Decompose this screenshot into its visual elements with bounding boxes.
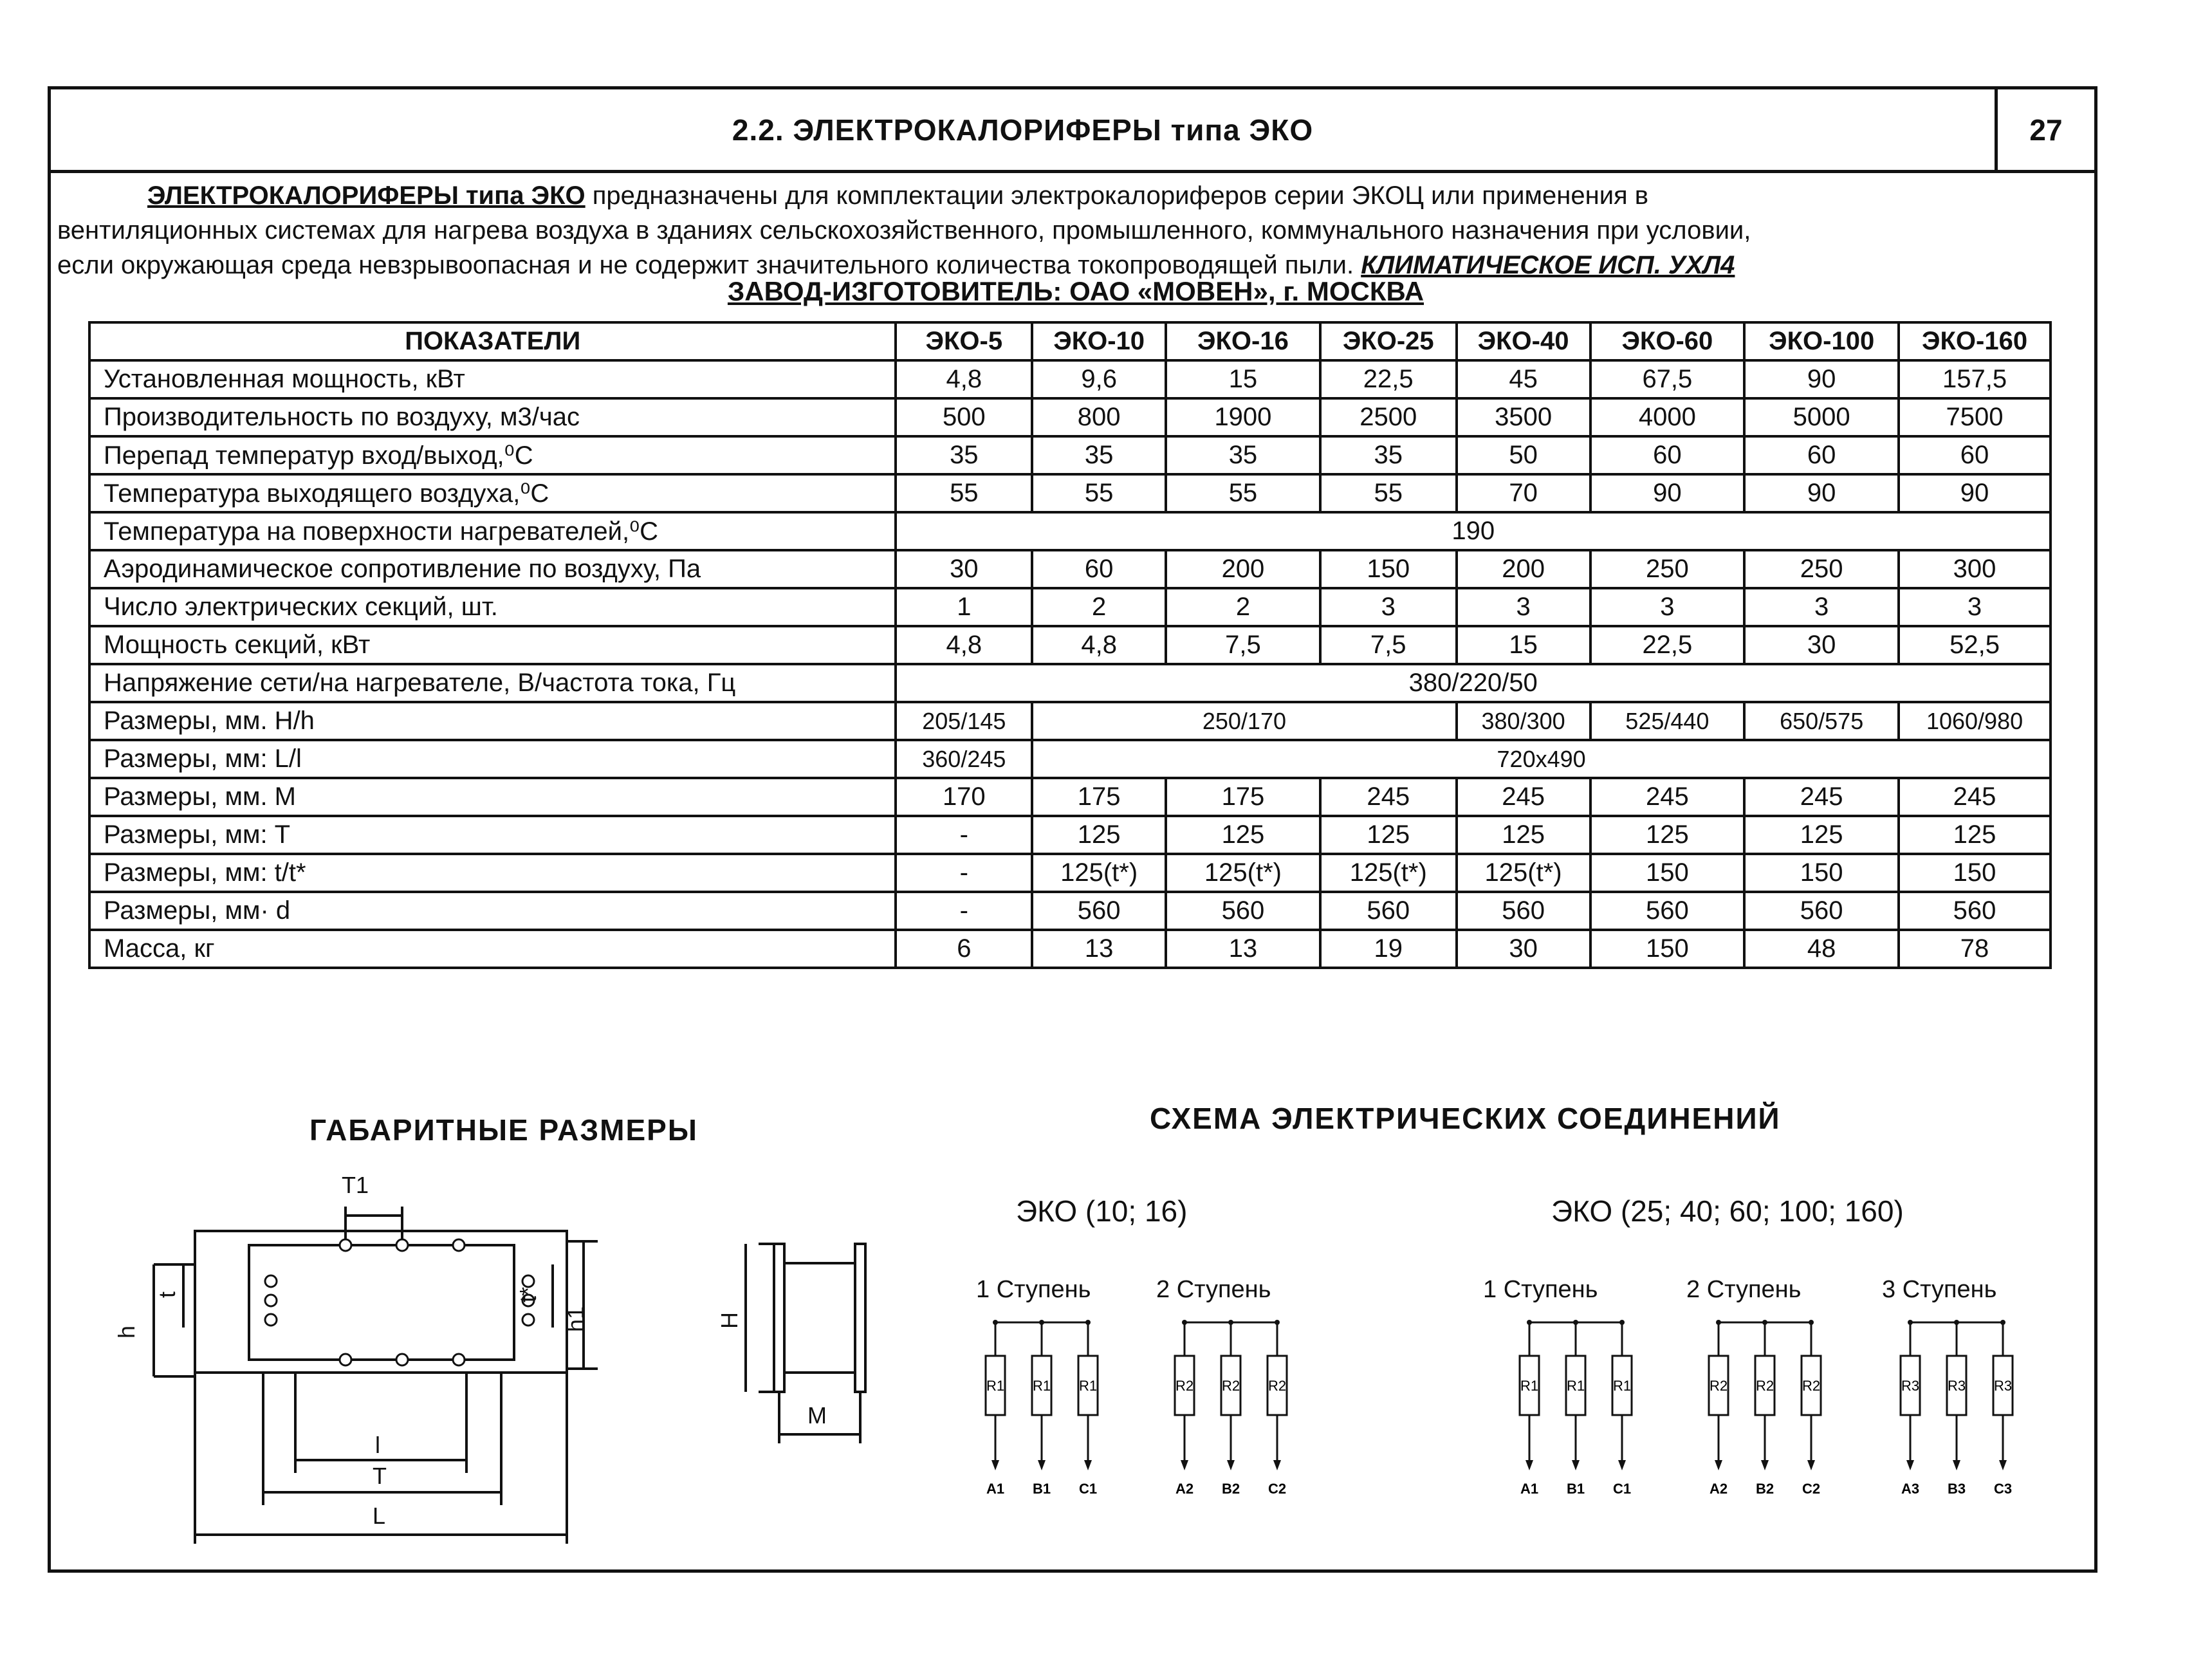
table-cell: 125(t*) [1166, 854, 1320, 892]
table-cell: 55 [1320, 474, 1457, 512]
column-header-model: ЭКО-25 [1320, 322, 1457, 360]
table-cell: 560 [1457, 892, 1590, 930]
table-cell: 3 [1320, 588, 1457, 626]
terminal-label: C3 [1993, 1481, 2013, 1497]
intro-text-1: предназначены для комплектации электрокалориферов серии ЭКОЦ или применения в [585, 181, 1649, 210]
table-cell: 125 [1457, 816, 1590, 854]
table-cell: 250/170 [1032, 702, 1456, 740]
row-label: Температура выходящего воздуха,⁰С [89, 474, 896, 512]
manufacturer: ЗАВОД-ИЗГОТОВИТЕЛЬ: ОАО «МОВЕН», г. МОСКВА [727, 276, 1424, 306]
wiring-left-title: ЭКО (10; 16) [1016, 1194, 1188, 1228]
page-number: 27 [2029, 113, 2063, 147]
table-cell: 30 [1457, 930, 1590, 968]
table-cell: 125 [1744, 816, 1899, 854]
table-cell: 3 [1899, 588, 2051, 626]
row-label: Установленная мощность, кВт [89, 360, 896, 398]
table-cell: 125(t*) [1320, 854, 1457, 892]
table-cell: 560 [1166, 892, 1320, 930]
column-header-model: ЭКО-5 [896, 322, 1032, 360]
table-cell: 560 [1032, 892, 1166, 930]
table-cell: 55 [1032, 474, 1166, 512]
row-label: Размеры, мм. М [89, 778, 896, 816]
right-stage-1: 1 Ступень [1483, 1276, 1598, 1303]
table-cell: 30 [896, 550, 1032, 588]
terminal-label: C2 [1802, 1481, 1821, 1497]
table-cell: 30 [1744, 626, 1899, 664]
table-cell: 720х490 [1032, 740, 2051, 778]
table-cell: 800 [1032, 398, 1166, 436]
table-cell: 200 [1166, 550, 1320, 588]
table-cell: 245 [1899, 778, 2051, 816]
table-cell: 3 [1457, 588, 1590, 626]
resistor-label: R3 [1947, 1378, 1966, 1394]
terminal-label: A2 [1175, 1481, 1194, 1497]
table-cell: 52,5 [1899, 626, 2051, 664]
row-label: Число электрических секций, шт. [89, 588, 896, 626]
terminal-label: B1 [1032, 1481, 1051, 1497]
right-stage-3: 3 Ступень [1882, 1276, 1997, 1303]
arrow [1761, 1460, 1769, 1470]
table-cell: 13 [1166, 930, 1320, 968]
table-cell: 200 [1457, 550, 1590, 588]
column-header-model: ЭКО-160 [1899, 322, 2051, 360]
table-cell: 250 [1590, 550, 1745, 588]
table-cell: 4,8 [896, 626, 1032, 664]
table-cell: 90 [1744, 360, 1899, 398]
dim-label-h1: h1 [562, 1306, 589, 1333]
dimensions-title: ГАБАРИТНЫЕ РАЗМЕРЫ [309, 1113, 698, 1147]
table-cell: 2500 [1320, 398, 1457, 436]
column-header-model: ЭКО-10 [1032, 322, 1166, 360]
table-cell: 7500 [1899, 398, 2051, 436]
intro-lead: ЭЛЕКТРОКАЛОРИФЕРЫ типа ЭКО [147, 181, 585, 210]
table-cell: 3500 [1457, 398, 1590, 436]
table-cell: 205/145 [896, 702, 1032, 740]
row-label: Напряжение сети/на нагревателе, В/частота тока, Гц [89, 664, 896, 702]
table-cell: 67,5 [1590, 360, 1745, 398]
table-cell: 55 [896, 474, 1032, 512]
intro-line-2: вентиляционных системах для нагрева воздуха в зданиях сельскохозяйственного, промышленного, коммунального назначения при условии, [57, 216, 1751, 245]
resistor-label: R2 [1755, 1378, 1774, 1394]
table-cell: 125 [1032, 816, 1166, 854]
terminal-label: C1 [1612, 1481, 1632, 1497]
table-cell: 22,5 [1320, 360, 1457, 398]
terminal-label: A3 [1901, 1481, 1920, 1497]
table-cell: 560 [1744, 892, 1899, 930]
dim-label-t: t [154, 1291, 181, 1299]
arrow [1618, 1460, 1626, 1470]
table-cell: 150 [1590, 930, 1745, 968]
table-cell: 380/300 [1457, 702, 1590, 740]
table-cell: 525/440 [1590, 702, 1745, 740]
table-cell: 380/220/50 [896, 664, 2051, 702]
table-cell: 70 [1457, 474, 1590, 512]
arrow [1038, 1460, 1046, 1470]
table-cell: - [896, 816, 1032, 854]
dim-label-t-star: t* [515, 1286, 542, 1303]
table-cell: 15 [1166, 360, 1320, 398]
table-cell: 150 [1744, 854, 1899, 892]
arrow [1906, 1460, 1914, 1470]
arrow [1273, 1460, 1281, 1470]
table-cell: 3 [1590, 588, 1745, 626]
arrow [1572, 1460, 1580, 1470]
table-cell: 1900 [1166, 398, 1320, 436]
resistor-label: R2 [1221, 1378, 1240, 1394]
table-cell: 560 [1899, 892, 2051, 930]
terminal-label: B1 [1566, 1481, 1585, 1497]
table-cell: 190 [896, 512, 2051, 550]
table-cell: 45 [1457, 360, 1590, 398]
table-cell: 50 [1457, 436, 1590, 474]
table-cell: 90 [1744, 474, 1899, 512]
table-cell: 125(t*) [1032, 854, 1166, 892]
terminal-label: C1 [1078, 1481, 1098, 1497]
dim-label-M: M [807, 1402, 827, 1429]
row-label: Размеры, мм· d [89, 892, 896, 930]
column-header-model: ЭКО-100 [1744, 322, 1899, 360]
column-header-model: ЭКО-16 [1166, 322, 1320, 360]
resistor-label: R3 [1901, 1378, 1920, 1394]
column-header-model: ЭКО-40 [1457, 322, 1590, 360]
terminal-label: A1 [1520, 1481, 1539, 1497]
table-cell: 125 [1166, 816, 1320, 854]
resistor-label: R3 [1993, 1378, 2013, 1394]
row-label: Производительность по воздуху, м3/час [89, 398, 896, 436]
row-label: Масса, кг [89, 930, 896, 968]
column-header-model: ЭКО-60 [1590, 322, 1745, 360]
table-cell: 4,8 [1032, 626, 1166, 664]
table-cell: 55 [1166, 474, 1320, 512]
table-cell: 35 [896, 436, 1032, 474]
table-cell: 175 [1166, 778, 1320, 816]
table-cell: 6 [896, 930, 1032, 968]
table-cell: 35 [1166, 436, 1320, 474]
row-label: Размеры, мм: L/l [89, 740, 896, 778]
table-cell: 500 [896, 398, 1032, 436]
arrow [991, 1460, 999, 1470]
arrow [1525, 1460, 1533, 1470]
table-cell: 5000 [1744, 398, 1899, 436]
resistor-label: R2 [1709, 1378, 1728, 1394]
table-cell: 175 [1032, 778, 1166, 816]
table-cell: 22,5 [1590, 626, 1745, 664]
table-cell: 150 [1590, 854, 1745, 892]
table-cell: 157,5 [1899, 360, 2051, 398]
resistor-label: R1 [1612, 1378, 1632, 1394]
column-header-parameters: ПОКАЗАТЕЛИ [89, 322, 896, 360]
resistor-label: R1 [1078, 1378, 1098, 1394]
table-cell: 125 [1590, 816, 1745, 854]
row-label: Размеры, мм. H/h [89, 702, 896, 740]
table-cell: 13 [1032, 930, 1166, 968]
table-cell: 7,5 [1320, 626, 1457, 664]
intro-text-3: если окружающая среда невзрывоопасная и не содержит значительного количества токопроводящей пыли. [57, 251, 1361, 279]
table-cell: 245 [1457, 778, 1590, 816]
table-cell: 250 [1744, 550, 1899, 588]
table-cell: 560 [1320, 892, 1457, 930]
arrow [1715, 1460, 1722, 1470]
table-cell: 245 [1320, 778, 1457, 816]
table-cell: 150 [1899, 854, 2051, 892]
table-cell: 245 [1590, 778, 1745, 816]
table-cell: 300 [1899, 550, 2051, 588]
table-cell: 7,5 [1166, 626, 1320, 664]
arrow [1999, 1460, 2007, 1470]
table-cell: 560 [1590, 892, 1745, 930]
terminal-label: A2 [1709, 1481, 1728, 1497]
row-label: Температура на поверхности нагревателей,⁰С [89, 512, 896, 550]
row-label: Мощность секций, кВт [89, 626, 896, 664]
table-cell: 2 [1032, 588, 1166, 626]
dim-label-l: l [375, 1432, 380, 1458]
table-cell: 3 [1744, 588, 1899, 626]
table-cell: - [896, 892, 1032, 930]
page-title: 2.2. ЭЛЕКТРОКАЛОРИФЕРЫ типа ЭКО [732, 113, 1314, 147]
table-cell: 150 [1320, 550, 1457, 588]
arrow [1227, 1460, 1235, 1470]
right-stage-2: 2 Ступень [1686, 1276, 1802, 1303]
dim-label-T: T [373, 1463, 387, 1489]
table-cell: 1060/980 [1899, 702, 2051, 740]
climate-class: КЛИМАТИЧЕСКОЕ ИСП. УХЛ4 [1361, 251, 1735, 279]
terminal-label: B3 [1947, 1481, 1966, 1497]
resistor-label: R2 [1175, 1378, 1194, 1394]
page-frame [48, 86, 2097, 1573]
resistor-label: R1 [1032, 1378, 1051, 1394]
row-label: Перепад температур вход/выход,⁰С [89, 436, 896, 474]
table-cell: 15 [1457, 626, 1590, 664]
table-cell: 170 [896, 778, 1032, 816]
resistor-label: R1 [1566, 1378, 1585, 1394]
wiring-title: СХЕМА ЭЛЕКТРИЧЕСКИХ СОЕДИНЕНИЙ [1150, 1102, 1781, 1135]
left-stage-2: 2 Ступень [1156, 1276, 1271, 1303]
table-cell: 60 [1032, 550, 1166, 588]
table-cell: 35 [1032, 436, 1166, 474]
table-cell: 125(t*) [1457, 854, 1590, 892]
wiring-right-title: ЭКО (25; 40; 60; 100; 160) [1551, 1194, 1904, 1228]
dim-label-H: H [716, 1312, 742, 1329]
table-cell: 9,6 [1032, 360, 1166, 398]
table-cell: - [896, 854, 1032, 892]
arrow [1084, 1460, 1092, 1470]
table-cell: 90 [1590, 474, 1745, 512]
table-cell: 4000 [1590, 398, 1745, 436]
table-cell: 60 [1899, 436, 2051, 474]
row-label: Размеры, мм: t/t* [89, 854, 896, 892]
dim-label-L: L [373, 1503, 386, 1529]
table-cell: 48 [1744, 930, 1899, 968]
left-stage-1: 1 Ступень [976, 1276, 1091, 1303]
table-cell: 360/245 [896, 740, 1032, 778]
table-cell: 245 [1744, 778, 1899, 816]
terminal-label: C2 [1267, 1481, 1287, 1497]
table-cell: 125 [1899, 816, 2051, 854]
table-cell: 35 [1320, 436, 1457, 474]
arrow [1953, 1460, 1960, 1470]
table-cell: 19 [1320, 930, 1457, 968]
dim-label-h: h [113, 1325, 140, 1339]
resistor-label: R2 [1802, 1378, 1821, 1394]
table-cell: 60 [1744, 436, 1899, 474]
resistor-label: R2 [1267, 1378, 1287, 1394]
resistor-label: R1 [986, 1378, 1005, 1394]
resistor-label: R1 [1520, 1378, 1539, 1394]
terminal-label: B2 [1755, 1481, 1774, 1497]
table-cell: 650/575 [1744, 702, 1899, 740]
table-cell: 1 [896, 588, 1032, 626]
terminal-label: B2 [1221, 1481, 1240, 1497]
table-cell: 78 [1899, 930, 2051, 968]
table-cell: 60 [1590, 436, 1745, 474]
table-cell: 4,8 [896, 360, 1032, 398]
wiring-diagram [51, 89, 2101, 1576]
table-cell: 2 [1166, 588, 1320, 626]
row-label: Аэродинамическое сопротивление по воздуху, Па [89, 550, 896, 588]
arrow [1807, 1460, 1815, 1470]
table-cell: 90 [1899, 474, 2051, 512]
terminal-label: A1 [986, 1481, 1005, 1497]
dim-label-T1: T1 [342, 1172, 369, 1198]
arrow [1181, 1460, 1188, 1470]
table-cell: 125 [1320, 816, 1457, 854]
row-label: Размеры, мм: Т [89, 816, 896, 854]
